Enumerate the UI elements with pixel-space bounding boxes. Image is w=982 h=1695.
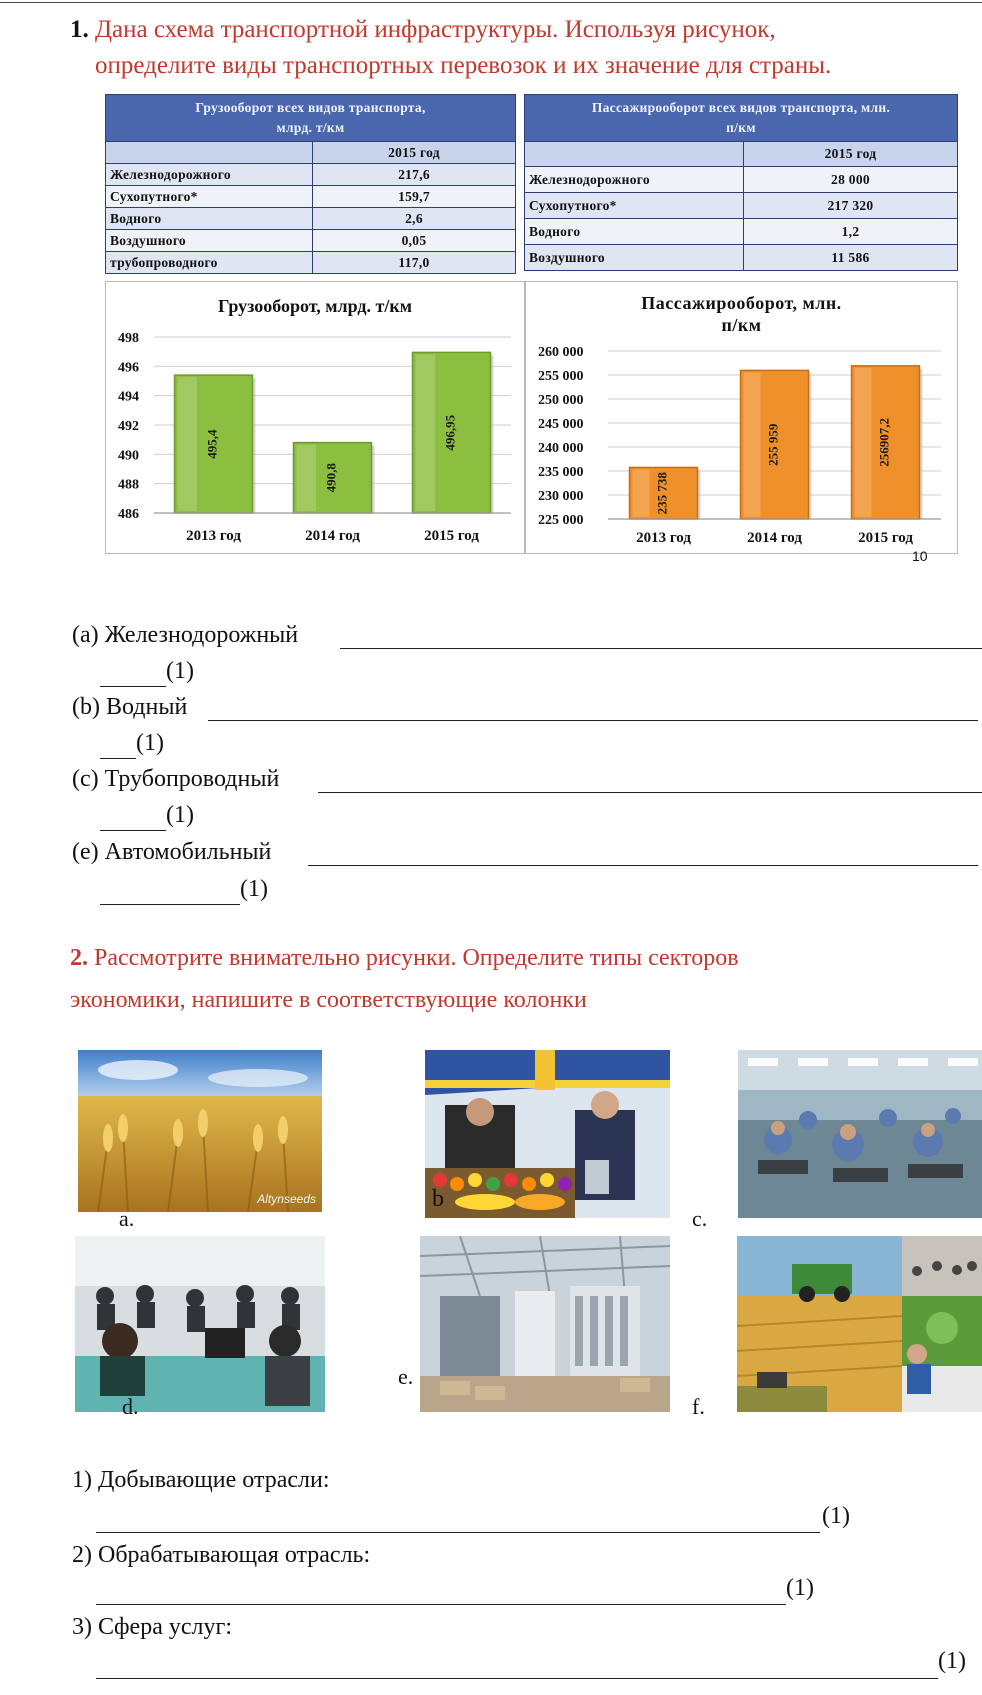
bar-data-label: 235 738 xyxy=(654,472,670,515)
photo-a-wheat-field xyxy=(78,1050,322,1212)
photo-c-label: c. xyxy=(692,1206,708,1231)
question-e xyxy=(72,837,982,869)
y-tick-label: 245 000 xyxy=(538,417,584,432)
bar-highlight xyxy=(744,372,761,517)
bar-data-label: 496,95 xyxy=(442,414,458,451)
y-tick-label: 235 000 xyxy=(538,465,584,480)
answer-line-a[interactable] xyxy=(340,648,982,649)
y-tick-label: 250 000 xyxy=(538,393,584,408)
table-row: Сухопутного* 217 320 xyxy=(525,193,958,219)
photo-b-label: b xyxy=(432,1186,444,1212)
answer2-extractive-line[interactable] xyxy=(96,1532,820,1533)
answer-line-b[interactable] xyxy=(208,720,978,721)
table-row: Железнодорожного 28 000 xyxy=(525,167,958,193)
y-tick-label: 492 xyxy=(118,419,139,434)
passenger-chart-title-line2: п/км xyxy=(721,315,762,335)
y-tick-label: 488 xyxy=(118,477,139,493)
sewing-factory-image xyxy=(738,1050,982,1218)
bar-data-label: 255 959 xyxy=(765,423,781,466)
photo-d-label: d. xyxy=(122,1394,139,1419)
answer-line-c2[interactable] xyxy=(100,800,166,831)
passenger-year: 2015 год xyxy=(744,142,958,167)
market-image xyxy=(425,1050,670,1218)
table-row: трубопроводного 117,0 xyxy=(106,252,516,274)
bar-highlight xyxy=(297,445,317,511)
y-tick-label: 225 000 xyxy=(538,513,584,528)
cargo-header-line1: Грузооборот всех видов транспорта, xyxy=(195,100,426,115)
photo-e-label: e. xyxy=(398,1364,414,1389)
harvest-collage-image xyxy=(737,1236,982,1412)
task2-title xyxy=(70,942,970,974)
answer2-services-line[interactable] xyxy=(96,1678,938,1679)
answer-line-a2[interactable] xyxy=(100,656,166,687)
question-a-label: (a) Железнодорожный xyxy=(72,622,299,648)
cargo-header-line2: млрд. т/км xyxy=(276,120,345,135)
table-row: Воздушного 0,05 xyxy=(106,230,516,252)
x-tick-label: 2013 год xyxy=(186,528,241,544)
question-a-score: (1) xyxy=(166,658,194,684)
task1-text-line2: определите виды транспортных перевозок и их значение для страны. xyxy=(95,52,832,79)
question-b xyxy=(72,692,982,724)
passenger-header-line2: п/км xyxy=(726,120,756,135)
y-tick-label: 230 000 xyxy=(538,489,584,504)
photo-f-label: f. xyxy=(692,1394,705,1419)
production-line-image xyxy=(420,1236,670,1412)
cargo-chart xyxy=(105,281,525,554)
question-e-score: (1) xyxy=(240,876,268,902)
y-tick-label: 498 xyxy=(118,331,139,346)
cargo-chart-title: Грузооборот, млрд. т/км xyxy=(218,296,412,316)
passenger-chart-title-line1: Пассажирооборот, млн. xyxy=(641,293,842,313)
passenger-chart xyxy=(525,281,958,554)
task1-title xyxy=(70,14,970,46)
answer2-processing-line[interactable] xyxy=(96,1604,786,1605)
cargo-table xyxy=(105,94,516,274)
cargo-year: 2015 год xyxy=(313,142,516,164)
task1-number: 1. xyxy=(70,16,89,43)
table-row: Железнодорожного 217,6 xyxy=(106,164,516,186)
answer2-extractive-label: 1) Добывающие отрасли: xyxy=(72,1467,330,1493)
table-row: Водного 1,2 xyxy=(525,219,958,245)
x-tick-label: 2014 год xyxy=(305,528,360,544)
answer-line-e[interactable] xyxy=(308,865,978,866)
task2-number: 2. xyxy=(70,945,88,971)
bar-highlight xyxy=(633,469,650,517)
y-tick-label: 255 000 xyxy=(538,369,584,384)
page-footnote: 10 xyxy=(912,548,928,564)
x-tick-label: 2015 год xyxy=(858,530,913,546)
passenger-chart-svg xyxy=(526,282,957,553)
y-tick-label: 496 xyxy=(118,360,139,376)
table-row: Воздушного 11 586 xyxy=(525,245,958,271)
answer-line-b2[interactable] xyxy=(100,728,136,759)
question-e-score-row xyxy=(100,874,268,905)
photo-b-market xyxy=(425,1050,670,1218)
photo-d-office xyxy=(75,1236,325,1412)
x-tick-label: 2013 год xyxy=(636,530,691,546)
answer2-processing-label: 2) Обрабатывающая отрасль: xyxy=(72,1542,371,1568)
table-row: Сухопутного* 159,7 xyxy=(106,186,516,208)
x-tick-label: 2014 год xyxy=(747,530,802,546)
task2-text-line2: экономики, напишите в соответствующие колонки xyxy=(70,987,587,1013)
bar-data-label: 256907,2 xyxy=(876,418,892,467)
photo-c-factory xyxy=(738,1050,982,1218)
photo-f-harvest xyxy=(737,1236,982,1412)
cargo-table-header xyxy=(106,95,516,142)
question-a-score-row xyxy=(100,656,194,687)
question-c xyxy=(72,764,982,796)
y-tick-label: 490 xyxy=(118,448,139,464)
task2-text-line1: Рассмотрите внимательно рисунки. Определите типы секторов xyxy=(94,945,739,971)
y-tick-label: 240 000 xyxy=(538,441,584,456)
wheat-field-image xyxy=(78,1050,322,1212)
question-e-label: (e) Автомобильный xyxy=(72,839,272,865)
bar-data-label: 490,8 xyxy=(323,463,339,493)
task1-text-line1: Дана схема транспортной инфраструктуры. Используя рисунок, xyxy=(95,16,776,43)
bar-highlight xyxy=(178,377,198,511)
photo-a-label: a. xyxy=(119,1206,135,1231)
question-b-score: (1) xyxy=(136,730,164,756)
question-c-score-row xyxy=(100,800,194,831)
answer-line-c[interactable] xyxy=(318,792,982,793)
answer2-extractive-score: (1) xyxy=(822,1503,850,1529)
y-tick-label: 486 xyxy=(118,507,139,522)
cargo-chart-svg xyxy=(106,282,524,553)
bar-data-label: 495,4 xyxy=(204,429,220,459)
passenger-table-header xyxy=(525,95,958,142)
answer2-services-score: (1) xyxy=(938,1648,966,1674)
table-row: Водного 2,6 xyxy=(106,208,516,230)
question-a xyxy=(72,620,982,652)
answer-line-e2[interactable] xyxy=(100,874,240,905)
bar-highlight xyxy=(855,368,872,517)
passenger-table xyxy=(524,94,958,271)
question-b-score-row xyxy=(100,728,164,759)
photo-a-watermark: Altynseeds xyxy=(257,1192,316,1206)
top-border xyxy=(0,2,982,3)
passenger-header-line1: Пассажирооборот всех видов транспорта, млн. xyxy=(591,100,891,115)
answer2-services-label: 3) Сфера услуг: xyxy=(72,1614,232,1640)
photo-e-production xyxy=(420,1236,670,1412)
x-tick-label: 2015 год xyxy=(424,528,479,544)
answer2-processing-score: (1) xyxy=(786,1575,814,1601)
bar-highlight xyxy=(416,354,436,511)
y-tick-label: 494 xyxy=(118,389,139,405)
question-c-label: (c) Трубопроводный xyxy=(72,766,280,792)
question-b-label: (b) Водный xyxy=(72,694,188,720)
service-office-image xyxy=(75,1236,325,1412)
question-c-score: (1) xyxy=(166,802,194,828)
y-tick-label: 260 000 xyxy=(538,345,584,360)
